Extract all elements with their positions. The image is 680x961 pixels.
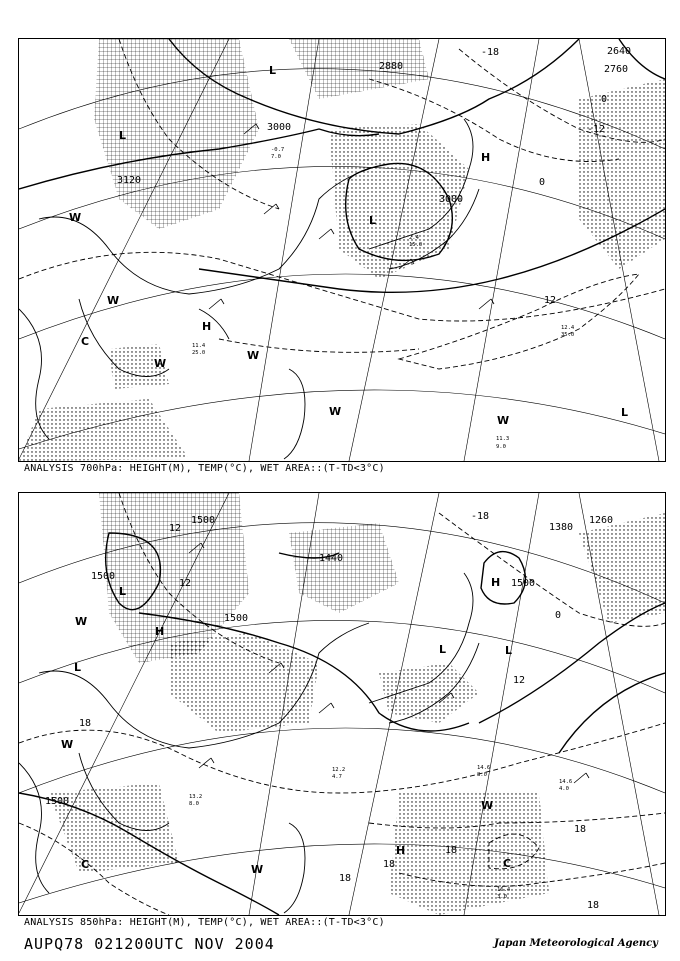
- wet-areas: [49, 493, 665, 915]
- station-temp: 11.4: [192, 343, 206, 349]
- temp-label: 18: [79, 718, 92, 729]
- station-dewpoint: 35.0: [561, 332, 575, 338]
- height-label: 3000: [439, 194, 464, 205]
- warm-center: W: [69, 211, 82, 224]
- station-dewpoint: 8.0: [477, 772, 487, 778]
- temp-label: 18: [445, 845, 458, 856]
- station-temp: 11.3: [496, 436, 510, 442]
- height-label: 1500: [511, 578, 536, 589]
- panel-850-caption: ANALYSIS 850hPa: HEIGHT(M), TEMP(°C), WET AREA::(T-TD<3°C): [24, 917, 385, 928]
- temp-label: 0: [601, 94, 608, 105]
- height-label: 2640: [607, 46, 632, 57]
- warm-center: W: [154, 357, 167, 370]
- map-panel-850hpa: [18, 492, 666, 916]
- warm-center: W: [107, 294, 120, 307]
- warm-center: W: [75, 615, 88, 628]
- station-temp: 12.4: [561, 325, 575, 331]
- high-center: H: [202, 320, 212, 333]
- low-center: L: [439, 643, 447, 656]
- station-dewpoint: 8.0: [189, 801, 199, 807]
- warm-center: W: [481, 799, 494, 812]
- height-label: 1500: [45, 796, 70, 807]
- low-center: L: [369, 214, 377, 227]
- station-temp: -0.7: [271, 147, 285, 153]
- warm-center: W: [329, 405, 342, 418]
- high-center: H: [491, 576, 501, 589]
- height-label: 1260: [589, 515, 614, 526]
- low-center: L: [74, 661, 82, 674]
- height-label: 1500: [191, 515, 216, 526]
- high-center: H: [396, 844, 406, 857]
- warm-center: W: [251, 863, 264, 876]
- warm-center: W: [247, 349, 260, 362]
- low-center: L: [119, 129, 127, 142]
- height-label: 1500: [91, 571, 116, 582]
- temp-label: 12: [513, 675, 526, 686]
- station-temp: 16.4: [497, 887, 511, 893]
- station-temp: 14.6: [559, 779, 573, 785]
- agency-credit: Japan Meteorological Agency: [494, 938, 658, 949]
- station-dewpoint: 7.0: [271, 154, 281, 160]
- low-center: L: [621, 406, 629, 419]
- station-temp: 14.6: [477, 765, 491, 771]
- map-panel-700hpa: [18, 38, 666, 462]
- cold-center: C: [81, 858, 90, 871]
- height-label: 2760: [604, 64, 629, 75]
- temp-label: 12: [544, 295, 557, 306]
- temp-label: 18: [574, 824, 587, 835]
- height-label: 3120: [117, 175, 142, 186]
- height-label: 2880: [379, 61, 404, 72]
- height-label: 1440: [319, 553, 344, 564]
- high-center: H: [481, 151, 491, 164]
- station-temp: 12.2: [332, 767, 346, 773]
- station-dewpoint: 4.0: [559, 786, 569, 792]
- temp-label: 18: [587, 900, 600, 911]
- low-center: L: [505, 644, 513, 657]
- temp-label: 12: [169, 523, 182, 534]
- wet-areas: [19, 39, 665, 461]
- temp-label: 18: [383, 859, 396, 870]
- bulletin-code: AUPQ78 021200UTC NOV 2004: [24, 935, 275, 953]
- station-temp: 13.2: [189, 794, 203, 800]
- temp-label: 18: [339, 873, 352, 884]
- low-center: L: [269, 64, 277, 77]
- temp-label: -18: [481, 47, 500, 58]
- station-dewpoint: 9.0: [496, 444, 506, 450]
- station-dewpoint: 25.0: [192, 350, 206, 356]
- temp-label: 0: [539, 177, 546, 188]
- map-700hpa-svg: [19, 39, 665, 461]
- warm-center: W: [497, 414, 510, 427]
- height-label: 3000: [267, 122, 292, 133]
- cold-center: C: [81, 335, 90, 348]
- station-dewpoint: 4.7: [332, 774, 342, 780]
- temp-label: -12: [587, 124, 606, 135]
- cold-center: C: [503, 857, 512, 870]
- height-label: 1380: [549, 522, 574, 533]
- station-dewpoint: 15.0: [409, 242, 423, 248]
- station-temp: 2.4: [409, 235, 419, 241]
- low-center: L: [119, 585, 127, 598]
- temp-label: 0: [555, 610, 562, 621]
- height-label: 1500: [224, 613, 249, 624]
- panel-700-caption: ANALYSIS 700hPa: HEIGHT(M), TEMP(°C), WET AREA::(T-TD<3°C): [24, 463, 385, 474]
- high-center: H: [155, 625, 165, 638]
- temp-label: -18: [471, 511, 490, 522]
- map-850hpa-svg: [19, 493, 665, 915]
- temp-label: 12: [179, 578, 192, 589]
- warm-center: W: [61, 738, 74, 751]
- station-dewpoint: 3.0: [497, 894, 507, 900]
